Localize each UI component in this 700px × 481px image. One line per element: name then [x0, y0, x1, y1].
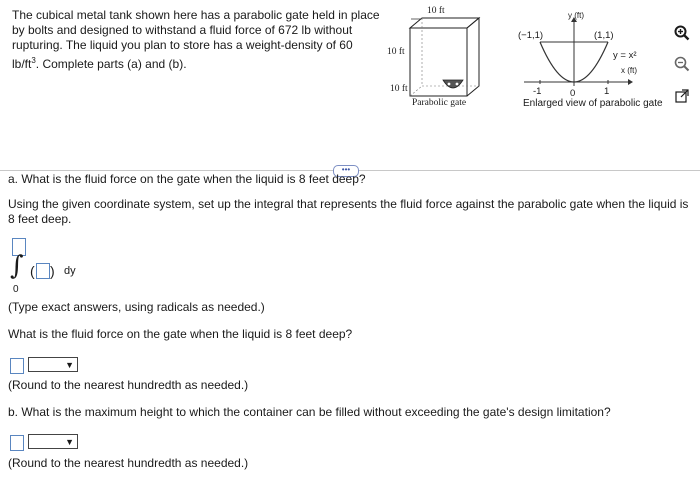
part-b-answer-input[interactable]: [10, 435, 24, 451]
y-axis-label: y (ft): [568, 11, 584, 20]
problem-line-4: $lb/ft^3$. Complete parts (a) and (b).: [12, 56, 187, 71]
top-dimension: 10 ft: [427, 6, 445, 16]
part-a-unit-dropdown[interactable]: [28, 357, 78, 372]
tick-label-0: 0: [570, 88, 576, 99]
differential-label: dy: [64, 265, 76, 277]
right-point-label: (1,1): [594, 30, 614, 41]
part-a-hint-1: (Type exact answers, using radicals as needed.): [8, 300, 265, 314]
problem-line-3: rupturing. The liquid you plan to store has a weight-density of 60: [12, 38, 353, 52]
depth-dimension: 10 ft: [390, 84, 408, 94]
enlarged-caption: Enlarged view of parabolic gate: [523, 98, 663, 109]
integrand-paren-open: (: [30, 263, 35, 279]
side-dimension: 10 ft: [387, 47, 405, 57]
tick-label-neg1: -1: [533, 86, 542, 97]
tank-figure: [405, 14, 485, 99]
x-axis-label: x (ft): [621, 66, 637, 75]
left-point-label: (−1,1): [518, 30, 544, 41]
integrand-input[interactable]: [36, 263, 50, 279]
part-a-question: a. What is the fluid force on the gate when the liquid is 8 feet deep?: [8, 172, 366, 186]
popout-icon[interactable]: [673, 87, 691, 105]
gate-caption: Parabolic gate: [412, 98, 467, 108]
problem-line-2: by bolts and designed to withstand a fluid force of 672 lb without: [12, 23, 353, 37]
part-a-instruction: Using the given coordinate system, set up the integral that represents the fluid force against the parabolic gate when the liquid is 8 feet deep.: [8, 197, 689, 226]
expand-more-button[interactable]: •••: [333, 165, 359, 177]
gate-bolt: [456, 83, 459, 86]
dropdown-arrow-icon: ▼: [65, 359, 74, 370]
part-a-question-2: What is the fluid force on the gate when the liquid is 8 feet deep?: [8, 327, 353, 341]
equation-label: y = x²: [613, 50, 637, 61]
part-b-question: b. What is the maximum height to which the container can be filled without exceeding the gate's design limitation?: [8, 405, 611, 419]
problem-line-1: The cubical metal tank shown here has a parabolic gate held in place: [12, 8, 380, 22]
tank-side-face: [467, 18, 479, 96]
gate-bolt: [448, 83, 451, 86]
part-b-hint: (Round to the nearest hundredth as needed.): [8, 456, 249, 470]
integral-sign: ∫: [10, 251, 24, 281]
part-a-answer-input[interactable]: [10, 358, 24, 374]
zoom-in-icon[interactable]: [673, 24, 691, 42]
part-a-hint-2: (Round to the nearest hundredth as needed.): [8, 378, 249, 392]
integrand-paren-close: ): [50, 263, 55, 279]
part-b-unit-dropdown[interactable]: [28, 434, 78, 449]
lower-limit: 0: [13, 284, 19, 295]
tick-label-1: 1: [604, 86, 610, 97]
zoom-out-icon[interactable]: [673, 55, 691, 73]
dropdown-arrow-icon: ▼: [65, 436, 74, 447]
problem-statement: [12, 8, 387, 72]
